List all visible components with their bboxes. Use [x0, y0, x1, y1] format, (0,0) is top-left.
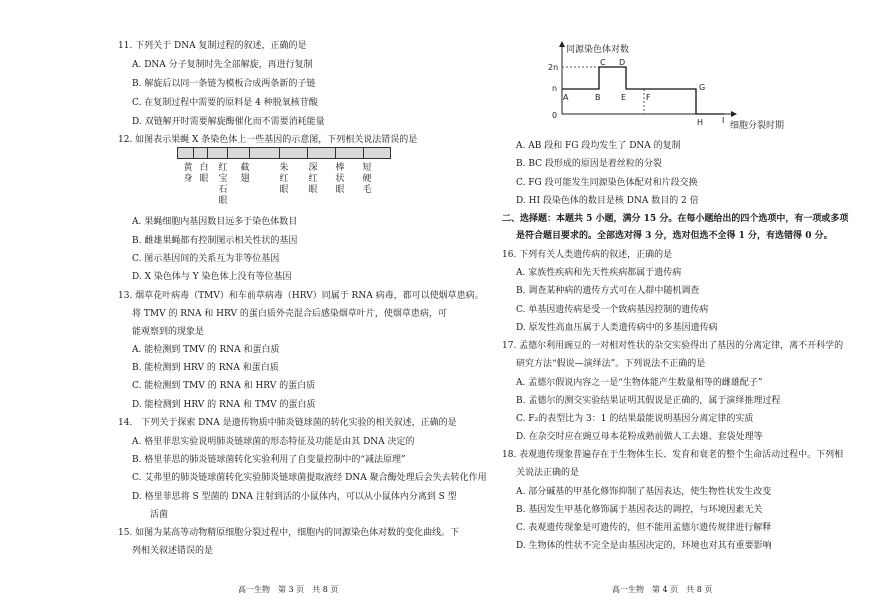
q11-option-a: A. DNA 分子复制时先全部解旋，再进行复制	[132, 60, 313, 70]
q17-option-b: B. 孟德尔的测交实验结果证明其假说是正确的，属于演绎推理过程	[516, 396, 781, 406]
q14-option-c: C. 艾弗里的肺炎链球菌转化实验肺炎链球菌提取液经 DNA 聚合酶处理后会失去转化作用	[132, 473, 487, 483]
q13-option-c: C. 能检测到 TMV 的 RNA 和 HRV 的蛋白质	[132, 381, 316, 391]
q16-stem: 16. 下列有关人类遗传病的叙述，正确的是	[502, 250, 673, 260]
gene-label-short-bristle: 短硬毛	[362, 163, 372, 195]
chromosome-segment	[280, 148, 308, 158]
q15-stem-line-1: 15. 如图为某高等动物精原细胞分裂过程中，细胞内的同源染色体对数的变化曲线。下	[118, 528, 460, 538]
q12-option-c: C. 图示基因间的关系互为非等位基因	[132, 254, 280, 264]
chromosome-segment	[336, 148, 364, 158]
q16-option-a: A. 家族性疾病和先天性疾病都属于遗传病	[516, 268, 682, 278]
q13-option-d: D. 能检测到 HRV 的 RNA 和 TMV 的蛋白质	[132, 400, 316, 410]
q14-option-d-continuation: 活菌	[150, 510, 169, 520]
q13-stem-line-2: 将 TMV 的 RNA 和 HRV 的蛋白质外壳混合后感染烟草叶片，使烟草患病，可	[132, 309, 447, 319]
q14-stem: 14. 下列关于探索 DNA 是遗传物质中肺炎链球菌的转化实验的相关叙述，正确的是	[118, 418, 457, 428]
q17-option-a: A. 孟德尔假说内容之一是“生物体能产生数量相等的雌雄配子”	[516, 378, 763, 388]
q15-option-b: B. BC 段形成的原因是着丝粒的分裂	[516, 159, 662, 169]
q16-option-d: D. 原发性高血压属于人类遗传病中的多基因遗传病	[516, 323, 718, 333]
homologous-pairs-graph	[530, 38, 830, 134]
q12-stem: 12. 如图表示果蝇 X 条染色体上一些基因的示意图，下列相关说法错误的是	[118, 135, 418, 145]
q13-option-a: A. 能检测到 TMV 的 RNA 和蛋白质	[132, 345, 280, 355]
q11-stem: 11. 下列关于 DNA 复制过程的叙述，正确的是	[118, 41, 307, 51]
point-a: A	[563, 93, 569, 102]
q18-stem-line-1: 18. 表观遗传现象普遍存在于生物体生长、发育和衰老的整个生命活动过程中。下列相	[502, 450, 844, 460]
chromosome-segment	[308, 148, 336, 158]
point-h: H	[697, 118, 704, 127]
gene-label-carmine-eye: 深红眼	[308, 163, 318, 195]
page-footer-right: 高一生物 第 4 页 共 8 页	[612, 585, 713, 594]
q12-option-a: A. 果蝇细胞内基因数目远多于染色体数目	[132, 217, 298, 227]
section-2-heading-line-1: 二、选择题：本题共 5 小题，满分 15 分。在每小题给出的四个选项中，有一项或多项	[502, 214, 849, 224]
chromosome-segment	[194, 148, 208, 158]
q13-option-b: B. 能检测到 HRV 的 RNA 和蛋白质	[132, 363, 279, 373]
q17-stem-line-2: 研究方法“假说—演绎法”。下列说法不正确的是	[516, 359, 706, 369]
section-2-heading-line-2: 是符合题目要求的。全部选对得 3 分，选对但选不全得 1 分，有选错得 0 分。	[516, 231, 833, 241]
q16-option-c: C. 单基因遗传病是受一个致病基因控制的遗传病	[516, 305, 709, 315]
y-tick-2n: 2n	[548, 63, 559, 72]
q15-stem-line-2: 列相关叙述错误的是	[132, 546, 214, 556]
q16-option-b: B. 调查某种病的遗传方式可在人群中随机调查	[516, 286, 700, 296]
chromosome-segment	[228, 148, 250, 158]
y-tick-0: 0	[552, 111, 558, 120]
q14-option-a: A. 格里菲思实验说明肺炎链球菌的形态特征及功能是由其 DNA 决定的	[132, 437, 415, 447]
gene-label-cut-wing: 截翅	[240, 163, 250, 184]
point-e: E	[621, 93, 627, 102]
q12-option-b: B. 雌雄果蝇都有控制图示相关性状的基因	[132, 236, 298, 246]
q15-option-d: D. HI 段染色体的数目是核 DNA 数目的 2 倍	[516, 196, 699, 206]
q18-option-a: A. 部分碱基的甲基化修饰抑制了基因表达，使生物性状发生改变	[516, 487, 772, 497]
point-d: D	[619, 58, 626, 67]
q17-stem-line-1: 17. 孟德尔利用豌豆的一对相对性状的杂交实验得出了基因的分离定律，离不开科学的	[502, 341, 844, 351]
point-f: F	[646, 93, 651, 102]
q11-option-d: D. 双链解开时需要解旋酶催化而不需要消耗能量	[132, 117, 325, 127]
q17-option-d: D. 在杂交时应在豌豆母本花粉成熟前做人工去雄、套袋处理等	[516, 432, 763, 442]
q13-stem-line-1: 13. 烟草花叶病毒（TMV）和车前草病毒（HRV）同属于 RNA 病毒，都可以使烟草患病。	[118, 291, 484, 301]
q17-option-c: C. F₂的表型比为 3：1 的结果最能说明基因分离定律的实质	[516, 414, 754, 424]
gene-label-vermilion-eye: 朱红眼	[279, 163, 289, 195]
x-axis-label: 细胞分裂时期	[730, 121, 785, 131]
point-i: I	[722, 116, 725, 125]
chromosome-segment	[208, 148, 228, 158]
y-axis-label: 同源染色体对数	[566, 45, 630, 55]
q18-stem-line-2: 关说法正确的是	[516, 468, 580, 478]
point-g: G	[699, 83, 706, 92]
q11-option-b: B. 解旋后以同一条链为模板合成两条新的子链	[132, 79, 316, 89]
x-chromosome-diagram	[177, 147, 391, 159]
q18-option-b: B. 基因发生甲基化修饰属于基因表达的调控，与环境因素无关	[516, 505, 763, 515]
gene-label-bar-eye: 棒状眼	[335, 163, 345, 195]
q11-option-c: C. 在复制过程中需要的原料是 4 种脱氧核苷酸	[132, 98, 318, 108]
chromosome-segment	[250, 148, 280, 158]
y-tick-n: n	[552, 84, 558, 93]
q12-option-d: D. X 染色体与 Y 染色体上没有等位基因	[132, 272, 292, 282]
gene-label-ruby-eye: 红宝石眼	[218, 163, 228, 206]
page-footer-left: 高一生物 第 3 页 共 8 页	[238, 585, 339, 594]
point-b: B	[595, 93, 601, 102]
gene-label-white-eye: 白眼	[199, 163, 209, 184]
q18-option-c: C. 表观遗传现象是可遗传的，但不能用孟德尔遗传规律进行解释	[516, 523, 772, 533]
q15-option-a: A. AB 段和 FG 段均发生了 DNA 的复制	[516, 141, 681, 151]
point-c: C	[600, 58, 606, 67]
q14-option-d: D. 格里菲思将 S 型菌的 DNA 注射到活的小鼠体内，可以从小鼠体内分离到 S 型	[132, 492, 457, 502]
q18-option-d: D. 生物体的性状不完全是由基因决定的，环境也对其有重要影响	[516, 541, 772, 551]
q15-option-c: C. FG 段可能发生同源染色体配对和片段交换	[516, 178, 698, 188]
chromosome-segment	[178, 148, 194, 158]
q13-stem-line-3: 能观察到的现象是	[132, 327, 205, 337]
gene-label-yellow-body: 黄身	[183, 163, 193, 184]
q14-option-b: B. 格里菲思的肺炎链球菌转化实验利用了自变量控制中的“减法原理”	[132, 455, 406, 465]
